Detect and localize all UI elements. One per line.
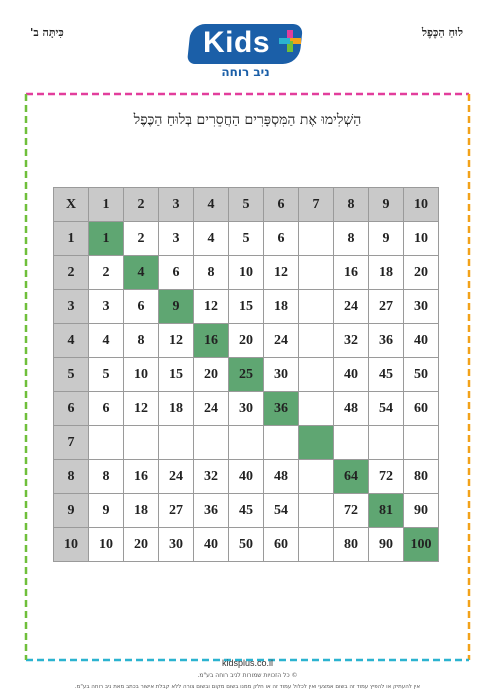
table-row [54, 290, 439, 324]
product-cell: 90 [404, 494, 439, 528]
product-cell: 72 [369, 460, 404, 494]
product-cell: 20 [194, 358, 229, 392]
product-cell: 2 [89, 256, 124, 290]
product-cell: 9 [159, 290, 194, 324]
product-cell: 15 [229, 290, 264, 324]
product-cell: 1 [89, 222, 124, 256]
product-cell: 2 [124, 222, 159, 256]
product-cell: 12 [159, 324, 194, 358]
product-cell: 8 [124, 324, 159, 358]
row-header: 7 [54, 426, 89, 460]
product-cell: 6 [124, 290, 159, 324]
product-cell: 50 [229, 528, 264, 562]
multiplication-table [53, 187, 439, 562]
product-cell: 6 [89, 392, 124, 426]
product-cell: 80 [334, 528, 369, 562]
product-cell: 48 [264, 460, 299, 494]
column-header: 4 [194, 188, 229, 222]
product-cell: 24 [194, 392, 229, 426]
product-cell: 6 [159, 256, 194, 290]
product-cell: 30 [159, 528, 194, 562]
table-row [54, 528, 439, 562]
blank-cell[interactable] [159, 426, 194, 460]
table-header-row [54, 188, 439, 222]
product-cell: 90 [369, 528, 404, 562]
column-header: 8 [334, 188, 369, 222]
blank-cell[interactable] [299, 460, 334, 494]
product-cell: 25 [229, 358, 264, 392]
footer-url[interactable]: kidsplus.co.il [221, 658, 274, 668]
product-cell: 81 [369, 494, 404, 528]
table-row [54, 460, 439, 494]
product-cell: 54 [369, 392, 404, 426]
blank-cell[interactable] [299, 358, 334, 392]
row-header: 8 [54, 460, 89, 494]
product-cell: 16 [124, 460, 159, 494]
column-header: 6 [264, 188, 299, 222]
blank-cell[interactable] [299, 324, 334, 358]
product-cell: 20 [124, 528, 159, 562]
table-row [54, 222, 439, 256]
product-cell: 24 [159, 460, 194, 494]
row-header: 3 [54, 290, 89, 324]
product-cell: 80 [404, 460, 439, 494]
blank-cell[interactable] [229, 426, 264, 460]
row-header: 9 [54, 494, 89, 528]
product-cell: 16 [334, 256, 369, 290]
product-cell: 20 [229, 324, 264, 358]
table-row [54, 494, 439, 528]
product-cell: 9 [89, 494, 124, 528]
footer-copyright: © כל הזכויות שמורות לניב רוחה בע"מ. [197, 672, 298, 679]
plus-icon [279, 30, 301, 52]
table-row [54, 358, 439, 392]
blank-cell[interactable] [299, 392, 334, 426]
product-cell: 27 [369, 290, 404, 324]
product-cell: 3 [89, 290, 124, 324]
product-cell: 8 [194, 256, 229, 290]
row-header: 4 [54, 324, 89, 358]
product-cell: 12 [124, 392, 159, 426]
row-header: 5 [54, 358, 89, 392]
product-cell: 5 [229, 222, 264, 256]
blank-cell[interactable] [299, 528, 334, 562]
column-header: 1 [89, 188, 124, 222]
row-header: 2 [54, 256, 89, 290]
column-header: 9 [369, 188, 404, 222]
blank-cell[interactable] [264, 426, 299, 460]
worksheet-topic: לוּחַ הַכֶּפֶל [421, 26, 463, 39]
product-cell: 24 [264, 324, 299, 358]
column-header: 3 [159, 188, 194, 222]
product-cell: 30 [404, 290, 439, 324]
column-header: 10 [404, 188, 439, 222]
table-row [54, 392, 439, 426]
product-cell: 20 [404, 256, 439, 290]
blank-cell[interactable] [299, 256, 334, 290]
product-cell: 27 [159, 494, 194, 528]
blank-cell[interactable] [299, 290, 334, 324]
product-cell: 8 [334, 222, 369, 256]
row-header: 6 [54, 392, 89, 426]
table-row [54, 426, 439, 460]
kids-logo [183, 20, 308, 79]
product-cell: 10 [229, 256, 264, 290]
product-cell: 60 [404, 392, 439, 426]
product-cell: 45 [229, 494, 264, 528]
product-cell: 18 [264, 290, 299, 324]
blank-cell[interactable] [194, 426, 229, 460]
product-cell: 40 [229, 460, 264, 494]
product-cell: 10 [404, 222, 439, 256]
column-header: 5 [229, 188, 264, 222]
product-cell: 18 [159, 392, 194, 426]
product-cell: 48 [334, 392, 369, 426]
row-header: 1 [54, 222, 89, 256]
column-header: 2 [124, 188, 159, 222]
product-cell: 10 [89, 528, 124, 562]
product-cell: 4 [89, 324, 124, 358]
grade-label: כִּיתָּה ב' [30, 26, 64, 39]
blank-cell[interactable] [89, 426, 124, 460]
product-cell: 5 [89, 358, 124, 392]
product-cell: 10 [124, 358, 159, 392]
blank-cell[interactable] [299, 222, 334, 256]
column-header: 7 [299, 188, 334, 222]
product-cell: 24 [334, 290, 369, 324]
product-cell: 60 [264, 528, 299, 562]
product-cell: 40 [404, 324, 439, 358]
product-cell: 15 [159, 358, 194, 392]
logo-word: Kids [203, 26, 271, 59]
blank-cell[interactable] [404, 426, 439, 460]
product-cell: 36 [369, 324, 404, 358]
product-cell: 64 [334, 460, 369, 494]
corner-cell: X [54, 188, 89, 222]
product-cell: 30 [229, 392, 264, 426]
product-cell: 16 [194, 324, 229, 358]
table-row [54, 256, 439, 290]
product-cell: 45 [369, 358, 404, 392]
blank-cell[interactable] [124, 426, 159, 460]
logo-subtitle: ניב רוחה [221, 65, 270, 79]
product-cell: 100 [404, 528, 439, 562]
product-cell: 54 [264, 494, 299, 528]
product-cell: 36 [194, 494, 229, 528]
product-cell: 36 [264, 392, 299, 426]
worksheet-instruction: הַשְׁלִימוּ אֶת הַמִּסְפָּרִים הַחֲסֵרִים בְּלוּחַ הַכֶּפֶל [133, 112, 362, 128]
blank-cell[interactable] [299, 426, 334, 460]
product-cell: 32 [194, 460, 229, 494]
product-cell: 8 [89, 460, 124, 494]
blank-cell[interactable] [369, 426, 404, 460]
product-cell: 40 [334, 358, 369, 392]
row-header: 10 [54, 528, 89, 562]
product-cell: 40 [194, 528, 229, 562]
product-cell: 4 [124, 256, 159, 290]
product-cell: 50 [404, 358, 439, 392]
product-cell: 18 [124, 494, 159, 528]
table-row [54, 324, 439, 358]
product-cell: 3 [159, 222, 194, 256]
product-cell: 18 [369, 256, 404, 290]
product-cell: 32 [334, 324, 369, 358]
product-cell: 12 [194, 290, 229, 324]
product-cell: 9 [369, 222, 404, 256]
product-cell: 12 [264, 256, 299, 290]
product-cell: 72 [334, 494, 369, 528]
blank-cell[interactable] [299, 494, 334, 528]
footer-legal-notice: אין להעתיק או להפיץ עמוד זה בשום אמצעי ואין לכלול עמוד זה או חלק ממנו בשום מקום ובשום צורה ללא קבלת אישור בכתב מאת ניב רוחה בע"מ. [74, 684, 421, 690]
product-cell: 30 [264, 358, 299, 392]
blank-cell[interactable] [334, 426, 369, 460]
product-cell: 4 [194, 222, 229, 256]
product-cell: 6 [264, 222, 299, 256]
